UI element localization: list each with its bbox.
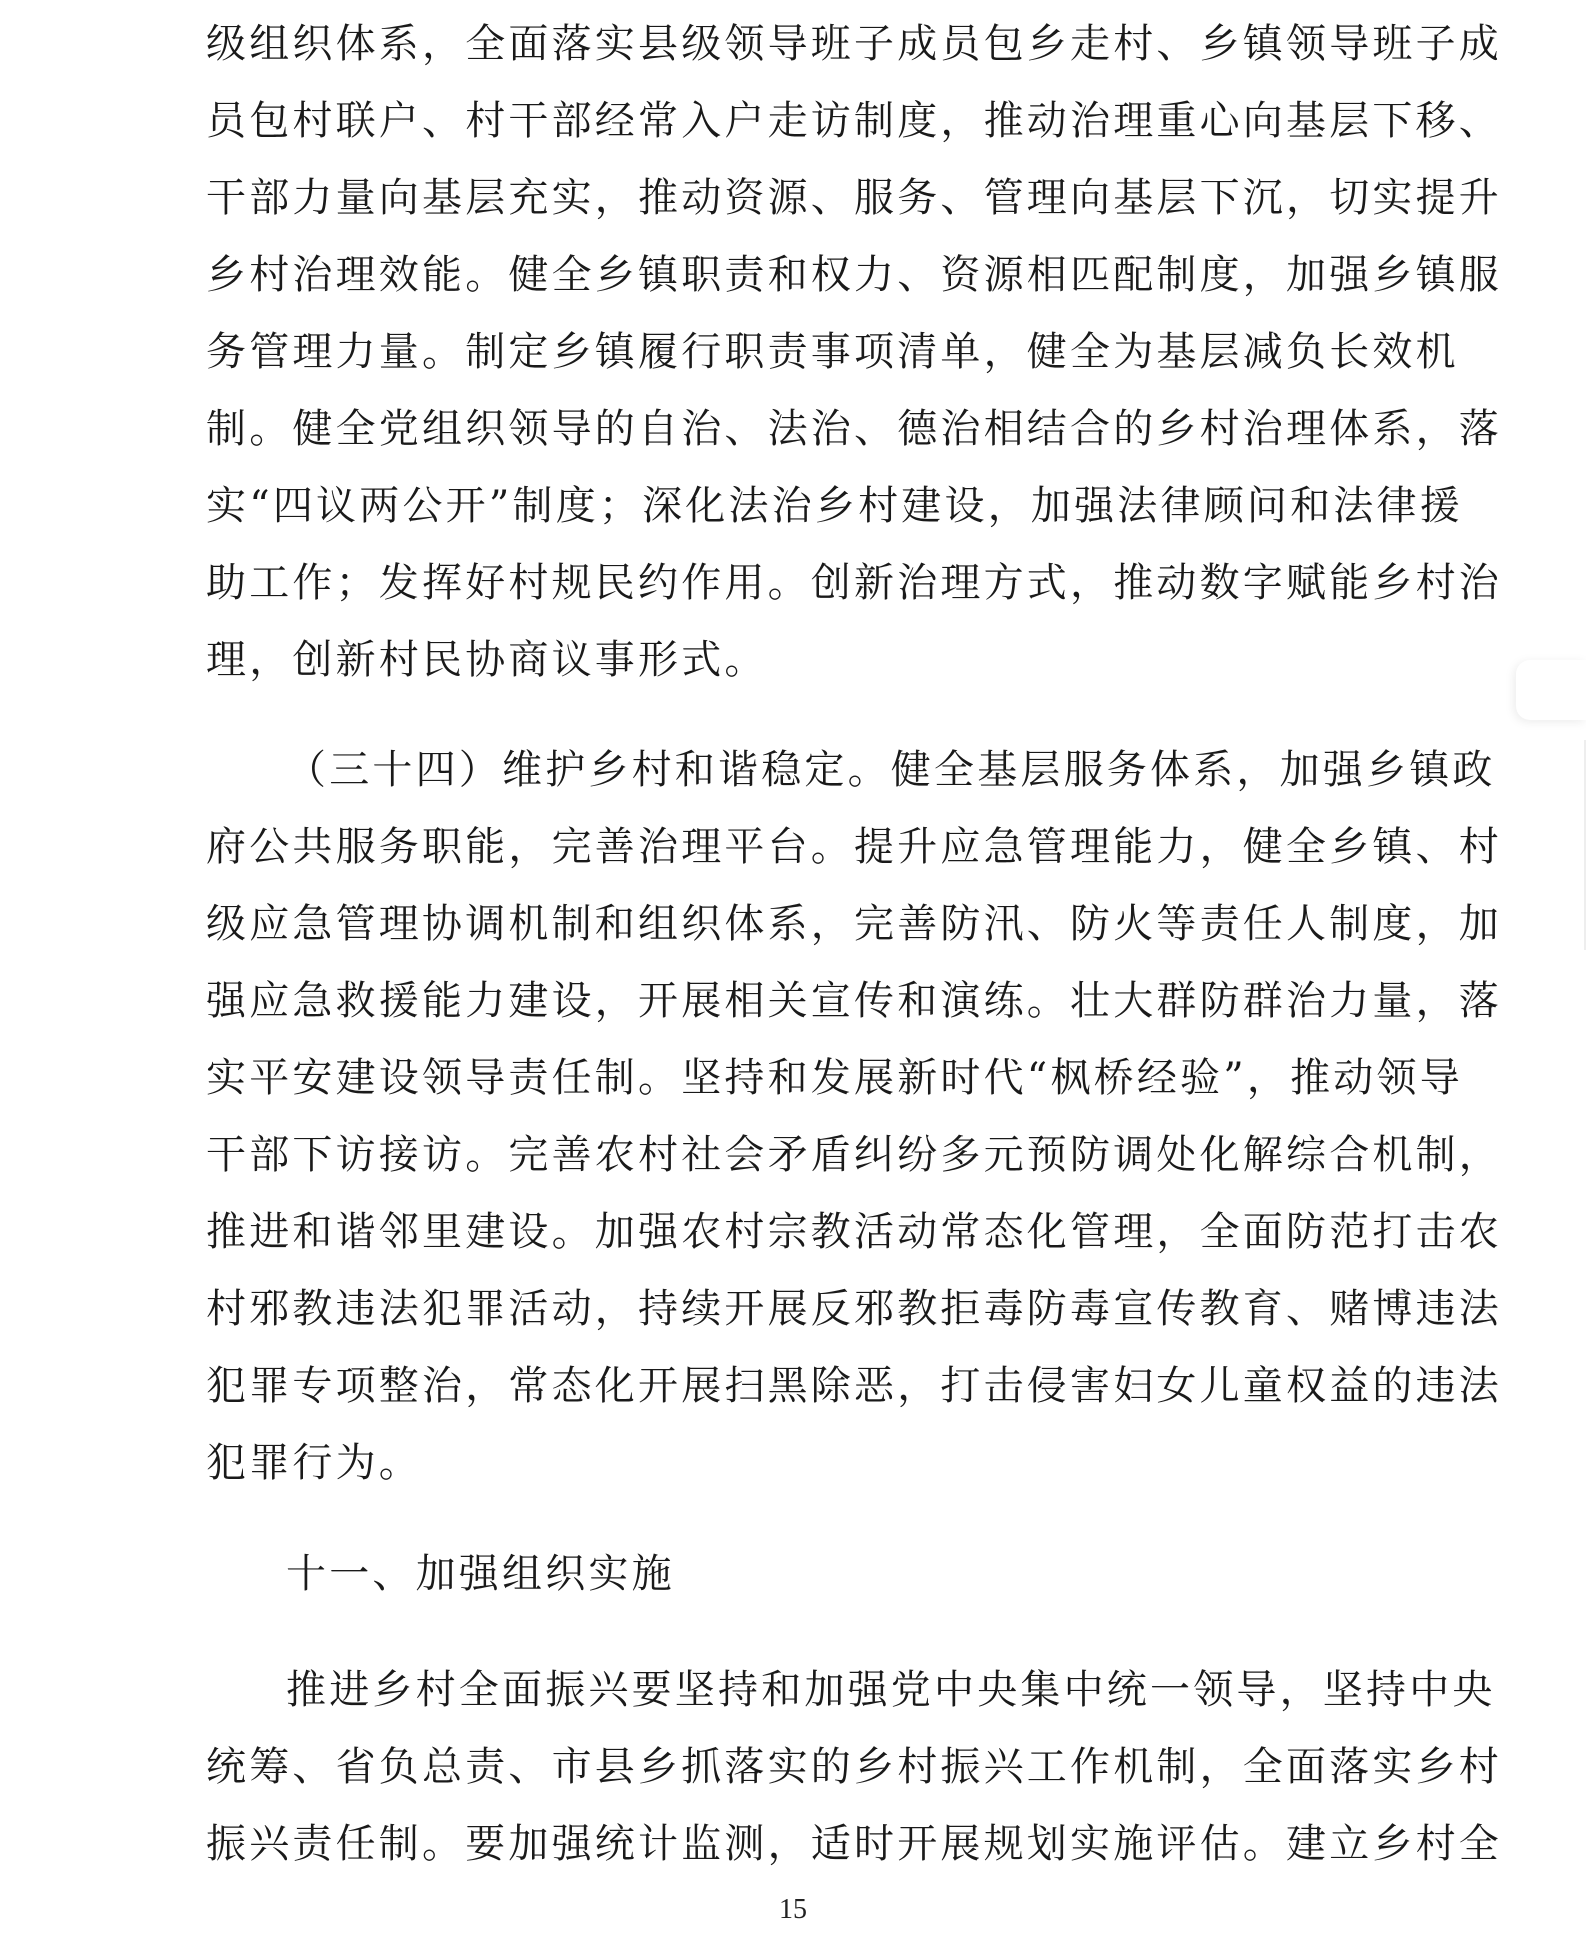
text-line: 级应急管理协调机制和组织体系，完善防汛、防火等责任人制度，加: [206, 901, 1502, 947]
text-line: 犯罪行为。: [206, 1440, 422, 1486]
text-line: 干部力量向基层充实，推动资源、服务、管理向基层下沉，切实提升: [206, 175, 1502, 221]
text-line: 统筹、省负总责、市县乡抓落实的乡村振兴工作机制，全面落实乡村: [206, 1744, 1502, 1790]
text-line: （三十四）维护乡村和谐稳定。健全基层服务体系，加强乡镇政: [286, 747, 1496, 793]
text-line: 推进和谐邻里建设。加强农村宗教活动常态化管理，全面防范打击农: [206, 1209, 1502, 1255]
text-line: 务管理力量。制定乡镇履行职责事项清单，健全为基层减负长效机: [206, 329, 1459, 375]
text-line: 乡村治理效能。健全乡镇职责和权力、资源相匹配制度，加强乡镇服: [206, 252, 1502, 298]
text-line: 实“四议两公开”制度；深化法治乡村建设，加强法律顾问和法律援: [206, 483, 1463, 529]
text-line: 村邪教违法犯罪活动，持续开展反邪教拒毒防毒宣传教育、赌博违法: [206, 1286, 1502, 1332]
floating-side-tab[interactable]: [1516, 660, 1586, 720]
text-line: 级组织体系，全面落实县级领导班子成员包乡走村、乡镇领导班子成: [206, 21, 1502, 67]
page-number: 15: [779, 1894, 807, 1925]
text-line: 振兴责任制。要加强统计监测，适时开展规划实施评估。建立乡村全: [206, 1821, 1502, 1867]
text-line: 理，创新村民协商议事形式。: [206, 637, 768, 683]
text-line: 府公共服务职能，完善治理平台。提升应急管理能力，健全乡镇、村: [206, 824, 1502, 870]
paragraph-rural-governance: [206, 6, 1502, 699]
paragraph-rural-stability: [206, 732, 1502, 1502]
text-line: 干部下访接访。完善农村社会矛盾纠纷多元预防调处化解综合机制，: [206, 1132, 1502, 1178]
text-line: 推进乡村全面振兴要坚持和加强党中央集中统一领导，坚持中央: [286, 1667, 1496, 1713]
section-heading: 十一、加强组织实施: [286, 1551, 675, 1597]
text-line: 员包村联户、村干部经常入户走访制度，推动治理重心向基层下移、: [206, 98, 1502, 144]
text-line: 犯罪专项整治，常态化开展扫黑除恶，打击侵害妇女儿童权益的违法: [206, 1363, 1502, 1409]
text-line: 强应急救援能力建设，开展相关宣传和演练。壮大群防群治力量，落: [206, 978, 1502, 1024]
paragraph-organization: [206, 1652, 1502, 1883]
text-line: 助工作；发挥好村规民约作用。创新治理方式，推动数字赋能乡村治: [206, 560, 1502, 606]
text-line: 实平安建设领导责任制。坚持和发展新时代“枫桥经验”，推动领导: [206, 1055, 1463, 1101]
text-line: 制。健全党组织领导的自治、法治、德治相结合的乡村治理体系，落: [206, 406, 1502, 452]
